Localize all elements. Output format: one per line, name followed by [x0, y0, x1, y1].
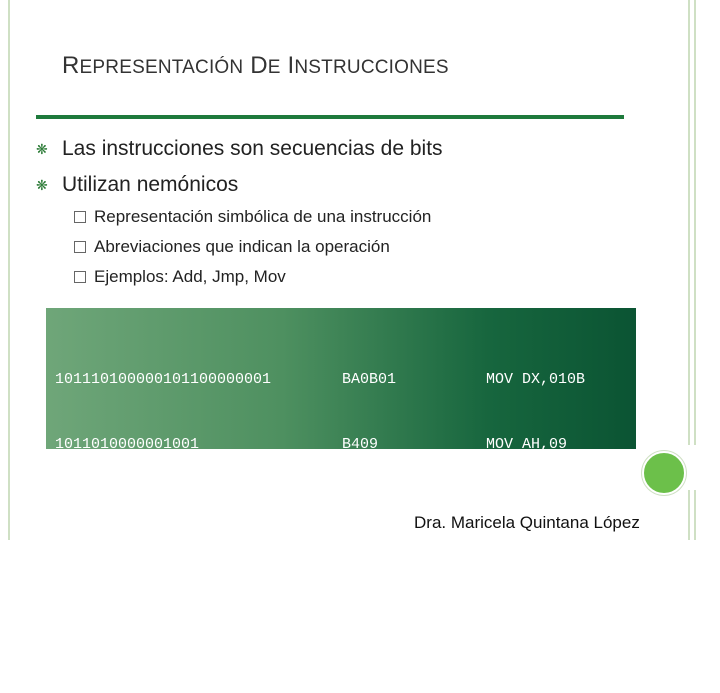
sub-bullet-list: [74, 202, 431, 292]
hex-line: B400: [342, 565, 379, 583]
square-bullet-icon: [74, 271, 86, 283]
title-underline: [36, 115, 624, 119]
slide-title-text: REPRESENTACIÓN DE INSTRUCCIONES: [62, 52, 449, 79]
asm-line: MOV DX,010B: [486, 371, 586, 389]
decorative-circle: [642, 451, 686, 495]
square-bullet-icon: [74, 211, 86, 223]
right-frame-line-bottom: [688, 490, 690, 540]
binary-line: 1011010000000000: [55, 565, 200, 583]
asm-line: INT 21: [486, 630, 541, 648]
binary-line: 1100110100100001: [55, 500, 200, 518]
footer-author: Dra. Maricela Quintana López: [414, 513, 640, 532]
binary-column: [55, 326, 271, 693]
right-frame-line: [688, 0, 690, 445]
sub-bullet-text: Ejemplos: Add, Jmp, Mov: [94, 267, 286, 286]
hex-column: [342, 326, 396, 693]
asm-line: MOV AH,00: [486, 565, 568, 583]
binary-line: 1011010000001001: [55, 435, 200, 453]
hex-line: BA0B01: [342, 371, 397, 389]
right-frame-line-inner: [694, 0, 696, 445]
right-frame-line-bottom-inner: [694, 490, 696, 540]
bullet-list: [30, 131, 443, 203]
leaf-bullet-icon: ❋: [36, 140, 48, 157]
binary-line: 1100110100100001: [55, 630, 200, 648]
binary-line: 101110100000101100000001: [55, 371, 272, 389]
bullet-text: Utilizan nemónicos: [62, 173, 239, 196]
bullet-text: Las instrucciones son secuencias de bits: [62, 137, 443, 160]
sub-bullet-item: [74, 202, 431, 232]
asm-line: MOV AH,09: [486, 435, 568, 453]
sub-bullet-text: Representación simbólica de una instrucción: [94, 207, 432, 226]
asm-column: [486, 326, 585, 693]
left-frame-line: [8, 0, 10, 540]
bullet-item: [30, 167, 443, 203]
leaf-bullet-icon: ❋: [36, 176, 48, 193]
sub-bullet-item: [74, 262, 431, 292]
bullet-item: [30, 131, 443, 167]
sub-bullet-item: [74, 232, 431, 262]
sub-bullet-text: Abreviaciones que indican la operación: [94, 237, 390, 256]
asm-line: INT 21: [486, 500, 541, 518]
square-bullet-icon: [74, 241, 86, 253]
hex-line: CD21: [342, 630, 379, 648]
slide-title: [62, 52, 449, 80]
hex-line: B409: [342, 435, 379, 453]
hex-line: CD21: [342, 500, 379, 518]
